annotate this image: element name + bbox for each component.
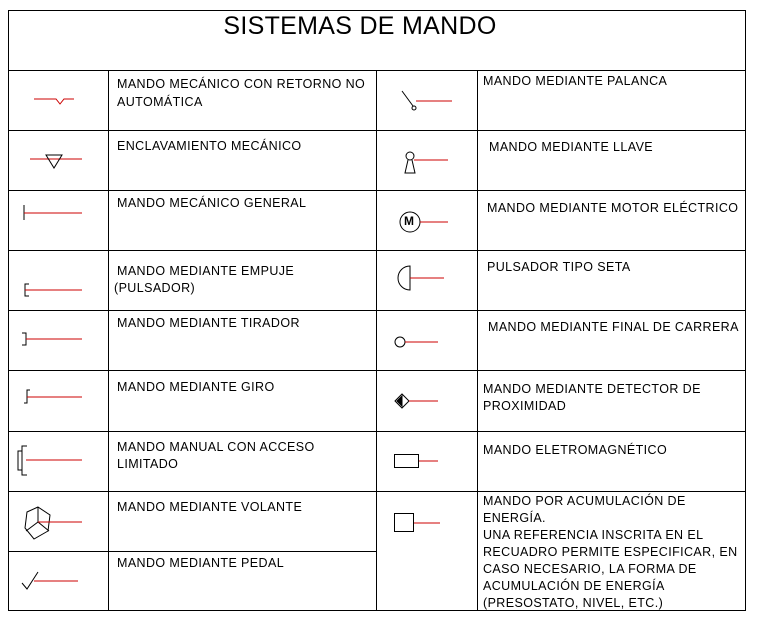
label-volante: MANDO MEDIANTE VOLANTE	[117, 500, 303, 514]
final-carrera-icon	[395, 337, 438, 347]
enclavamiento-icon	[30, 155, 82, 168]
retorno-no-automatico-icon	[34, 99, 74, 104]
palanca-icon	[402, 91, 452, 110]
acceso-limitado-icon	[18, 446, 82, 475]
label-final-carrera: MANDO MEDIANTE FINAL DE CARRERA	[488, 320, 739, 334]
label-enclavamiento: ENCLAVAMIENTO MECÁNICO	[117, 139, 302, 153]
label-detector-proximidad: MANDO MEDIANTE DETECTOR DE PROXIMIDAD	[483, 382, 701, 413]
label-pulsador: MANDO MEDIANTE EMPUJE (PULSADOR)	[114, 264, 295, 295]
detector-proximidad-icon	[395, 394, 438, 408]
label-giro: MANDO MEDIANTE GIRO	[117, 380, 275, 394]
label-acceso-limitado: MANDO MANUAL CON ACCESO LIMITADO	[117, 440, 315, 471]
label-acumulacion-energia: MANDO POR ACUMULACIÓN DE ENERGÍA. UNA REFERENCIA INSCRITA EN EL RECUADRO PERMITE ESPECIFICAR, EN CASO NECESARIO, LA FORMA DE ACUMULACIÓN DE ENERGÍA (PRESOSTATO, NIVEL, ETC.)	[483, 494, 738, 610]
label-mando-general: MANDO MECÁNICO GENERAL	[117, 196, 307, 210]
electromagnetico-icon	[395, 455, 439, 468]
llave-icon	[405, 152, 448, 173]
label-seta: PULSADOR TIPO SETA	[487, 260, 631, 274]
label-palanca: MANDO MEDIANTE PALANCA	[483, 74, 668, 88]
label-retorno-no-automatico: MANDO MECÁNICO CON RETORNO NO AUTOMÁTICA	[117, 77, 366, 109]
label-pedal: MANDO MEDIANTE PEDAL	[117, 556, 285, 570]
mando-general-icon	[24, 205, 82, 220]
label-motor-electrico: MANDO MEDIANTE MOTOR ELÉCTRICO	[487, 201, 739, 215]
tirador-icon	[22, 333, 82, 345]
pedal-icon	[22, 572, 78, 589]
giro-icon	[24, 390, 82, 403]
volante-icon	[25, 507, 82, 539]
label-llave: MANDO MEDIANTE LLAVE	[489, 140, 654, 154]
label-tirador: MANDO MEDIANTE TIRADOR	[117, 316, 300, 330]
motor-symbol-letter: M	[404, 214, 414, 228]
pulsador-icon	[25, 284, 82, 296]
label-electromagnetico: MANDO ELETROMAGNÉTICO	[483, 443, 668, 457]
acumulacion-energia-icon	[395, 514, 441, 532]
seta-icon	[398, 266, 444, 290]
page-title: SISTEMAS DE MANDO	[223, 12, 497, 40]
